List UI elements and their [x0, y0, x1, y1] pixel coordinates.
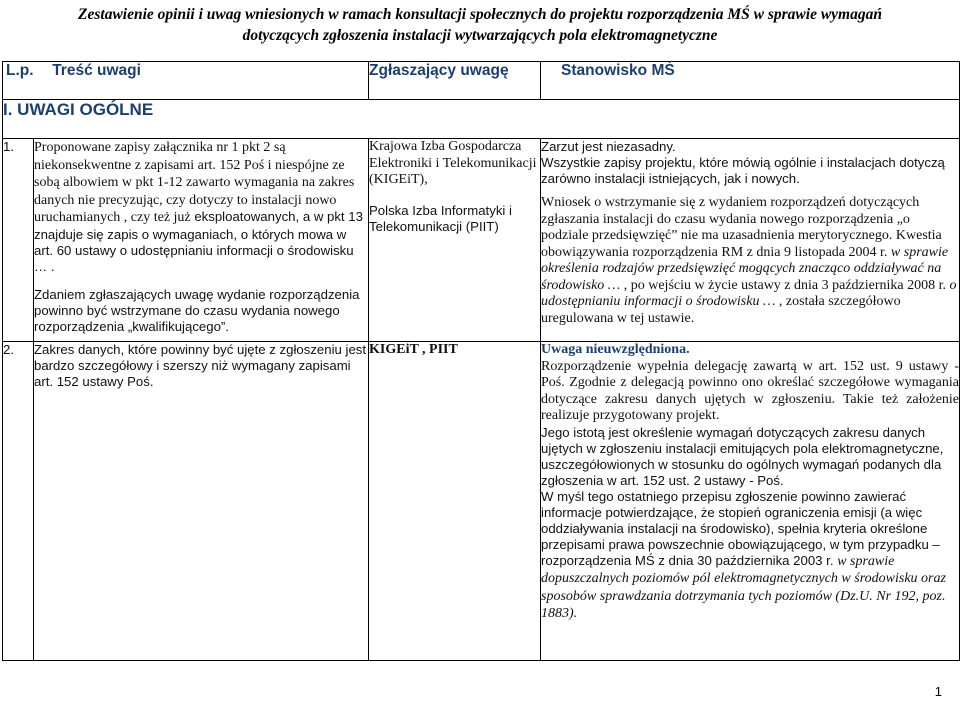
row-position: [541, 342, 960, 661]
position-verdict: Zarzut jest niezasadny.: [541, 139, 676, 154]
reporter-1: Krajowa Izba Gospodarcza Elektroniki i Telekomunikacji (KIGEiT),: [369, 139, 537, 187]
table-header-row: [3, 62, 960, 100]
section-title: I. UWAGI OGÓLNE: [3, 100, 960, 139]
section-row: [3, 100, 960, 139]
title-line-1: Zestawienie opinii i uwag wniesionych w ramach konsultacji społecznych do projektu rozporządzenia MŚ w sprawie wymagań: [78, 6, 882, 23]
row-number: 2.: [3, 342, 34, 661]
position-paragraph-1: Wszystkie zapisy projektu, które mówią ogólnie i instalacjach dotyczą zarówno instalacji istniejących, jak i nowych.: [541, 155, 945, 186]
row-content: Zakres danych, które powinny być ujęte z zgłoszeniu jest bardzo szczegółowy i szerszy niż wymagany zapisami art. 152 ustawy Poś.: [34, 342, 369, 661]
position-paragraph-3: W myśl tego ostatniego przepisu zgłoszenie powinno zawierać informacje potwierdzające, że stopień ograniczenia emisji (a więc oddziaływania instalacji na środowisko), spełnia kryteria określone przepisami prawa powszechnie obowiązującego, w tym przypadku – rozporządzenia MŚ z dnia 30 października 2003 r. w sprawie dopuszczalnych poziomów pól elektromagnetycznych w środowisku oraz sposobów sprawdzania dotrzymania tych poziomów (Dz.U. Nr 192, poz. 1883).: [541, 488, 946, 621]
header-reporter: Zgłaszający uwagę: [369, 62, 541, 100]
page-number: 1: [934, 684, 942, 699]
position-paragraph-2: Wniosek o wstrzymanie się z wydaniem rozporządzeń dotyczących zgłaszania instalacji do czasu wydania nowego rozporządzenia „o podziale przedsięwzięć” nie ma uzasadnienia merytorycznego. Kwestia obowiązywania rozporządzenia RM z dnia 9 listopada 2004 r. w sprawie określenia rodzajów przedsięwzięć mogących znacząco oddziaływać na środowisko … , po wejściu w życie ustawy z dnia 3 października 2008 r. o udostępnianiu informacji o środowisku … , została szczegółowo uregulowana w tej ustawie.: [541, 195, 957, 326]
document-title: [0, 4, 960, 46]
content-part-serif: Proponowane zapisy załącznika nr 1 pkt 2 są niekonsekwentne z zapisami art. 152 Poś i niespójne ze sobą albowiem w pkt 1-12 zawarto wymagania na zakres danych nie precyzując, czy dotyczy to instalacji nowo uruchamianych , czy też już: [34, 140, 355, 225]
content-paragraph-2: Zdaniem zgłaszających uwagę wydanie rozporządzenia powinno być wstrzymane do czasu wydania nowego rozporządzenia „kwalifikującego”.: [34, 286, 360, 334]
row-content: [34, 139, 369, 342]
header-position: Stanowisko MŚ: [541, 62, 960, 100]
header-lp: L.p.: [6, 62, 34, 79]
row-position: [541, 139, 960, 342]
row-reporter: KIGEiT , PIIT: [369, 342, 541, 661]
reporter-2: Polska Izba Informatyki i Telekomunikacji (PIIT): [369, 202, 512, 234]
comments-table: [2, 61, 960, 661]
row-reporter: [369, 139, 541, 342]
header-content: Treść uwagi: [52, 62, 141, 79]
row-number: 1.: [3, 139, 34, 342]
position-verdict: Uwaga nieuwzględniona.: [541, 342, 690, 357]
header-cell-lp-content: [3, 62, 369, 100]
position-paragraph-2: Jego istotą jest określenie wymagań dotyczących zakresu danych ujętych w zgłoszeniu instalacji emitujących pola elektromagnetyczne, uszczegółowionych w stosunku do ogólnych wymagań podanych dla zgłoszenia w art. 152 ust. 2 ustawy - Poś.: [541, 424, 944, 488]
table-row: [3, 139, 960, 342]
position-paragraph-1: Rozporządzenie wypełnia delegację zawartą w art. 152 ust. 9 ustawy - Poś. Zgodnie z delegacją powinno ono określać szczegółowe wymagania dotyczące zakresu danych ujętych w zgłoszeniu. Takie też założenie realizuje przygotowany projekt.: [541, 358, 960, 423]
title-line-2: dotyczących zgłoszenia instalacji wytwarzających pola elektromagnetyczne: [242, 27, 718, 44]
content-part-sans: eksploatowanych, a w pkt 13 znajduje się zapis o wymaganiach, o których mowa w art. 60 ustawy o udostępnianiu informacji o środowisku … .: [34, 209, 363, 274]
table-row: [3, 342, 960, 661]
